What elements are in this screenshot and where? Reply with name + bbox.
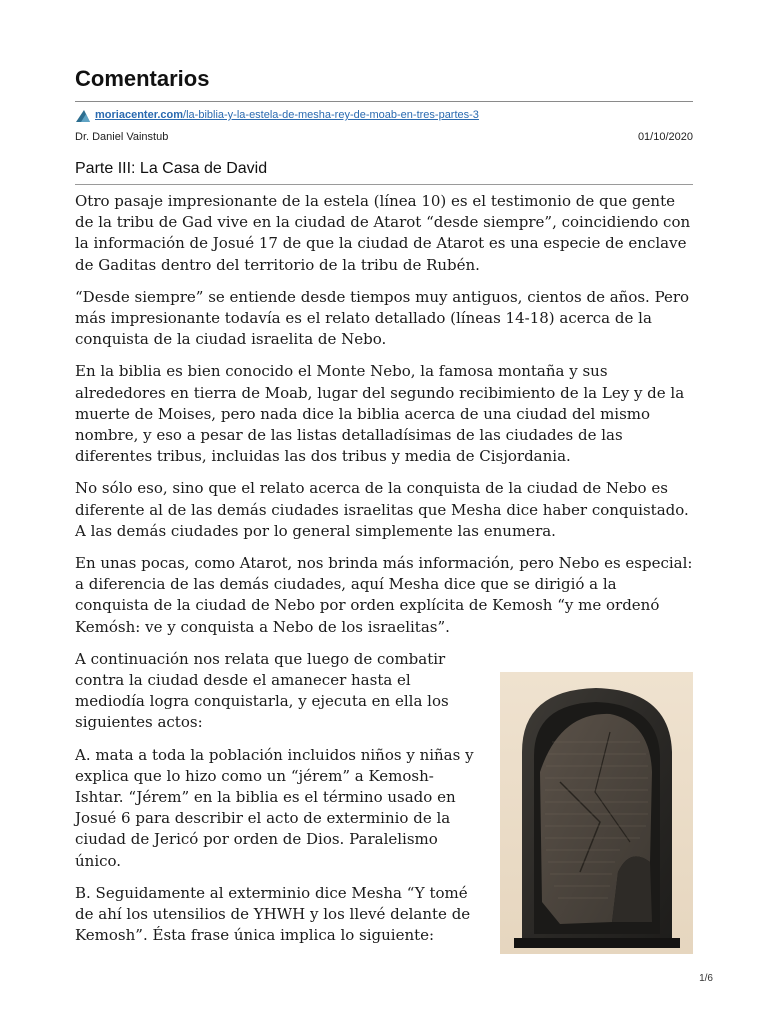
moriacenter-logo-icon [75,107,91,123]
article-meta [75,131,693,143]
page-number: 1/6 [699,973,713,984]
paragraph: “Desde siempre” se entiende desde tiempos muy antiguos, cientos de años. Pero más impresionante todavía es el relato detallado (líneas 14-18) acerca de la conquista de la ciudad israelita de Nebo. [75,287,690,349]
paragraph: En la biblia es bien conocido el Monte Nebo, la famosa montaña y sus alrededores en tierra de Moab, lugar del segundo recibimiento de la Ley y de la muerte de Moises, pero nada dice la biblia acerca de una ciudad del mismo nombre, y eso a pesar de las listas detalladísimas de las ciudades de las diferentes tribus, incluidas las dos tribus y media de Cisjordania. [75,362,685,466]
paragraph: En unas pocas, como Atarot, nos brinda más información, pero Nebo es especial: a diferencia de las demás ciudades, aquí Mesha dice que se dirigió a la conquista de la ciudad de Nebo por orden explícita de Kemosh “y me ordenó Kemósh: ve y conquista a Nebo de los israelitas”. [75,554,693,636]
source-link-host: moriacenter.com [95,109,184,121]
paragraph: Otro pasaje impresionante de la estela (línea 10) es el testimonio de que gente de la tribu de Gad vive en la ciudad de Atarot “desde siempre”, coincidiendo con la información de Josué 17 de que la ciudad de Atarot es una especie de enclave de Gaditas dentro del territorio de la tribu de Rubén. [75,192,691,274]
source-line [75,107,479,123]
section-divider [75,184,693,185]
paragraph: No sólo eso, sino que el relato acerca de la conquista de la ciudad de Nebo es diferente al de las demás ciudades israelitas que Mesha dice haber conquistado. A las demás ciudades por lo general simplemente las enumera. [75,479,689,540]
title-divider [75,101,693,102]
paragraph: B. Seguidamente al exterminio dice Mesha “Y tomé de ahí los utensilios de YHWH y los llevé delante de Kemosh”. Ésta frase única implica lo siguiente: [75,883,471,945]
author: Dr. Daniel Vainstub [75,131,169,143]
page-title: Comentarios [75,66,210,91]
source-link-path: /la-biblia-y-la-estela-de-mesha-rey-de-moab-en-tres-partes-3 [183,109,479,121]
paragraph: A. mata a toda la población incluidos niños y niñas y explica que lo hizo como un “jérem” a Kemosh-Ishtar. “Jérem” en la biblia es el término usado en Josué 6 para describir el acto de exterminio de la ciudad de Jericó por orden de Dios. Paralelismo único. [75,745,474,870]
source-link[interactable] [95,109,479,121]
publish-date: 01/10/2020 [637,131,693,143]
mesha-stele-photo [500,672,693,954]
paragraph: A continuación nos relata que luego de combatir contra la ciudad desde el amanecer hasta el mediodía logra conquistarla, y ejecuta en ella los siguientes actos: [75,649,449,732]
section-title: Parte III: La Casa de David [75,160,268,177]
